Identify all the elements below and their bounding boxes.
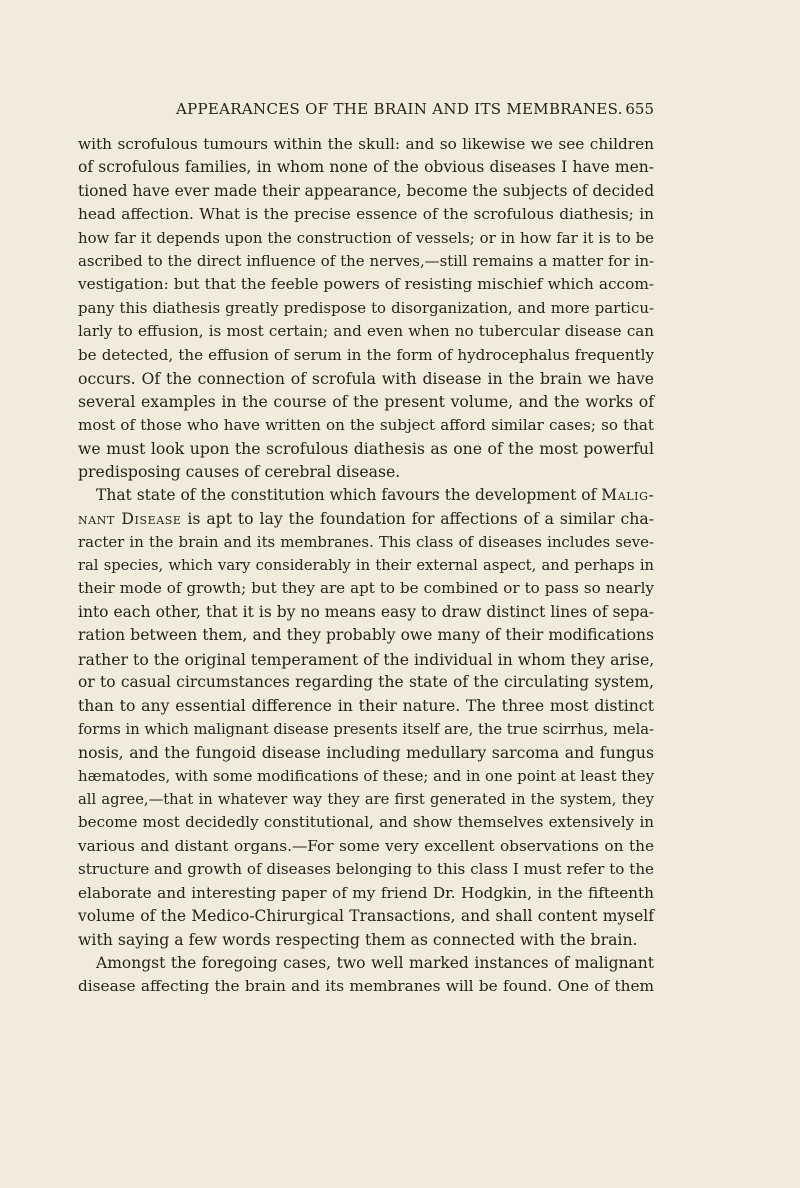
page-header [78,100,654,124]
paragraph-start-line: Amongst the foregoing cases, two well marked instances of malignant [96,953,654,972]
text-line: ration between them, and they probably owe many of their modifications [78,626,654,645]
text-line: disease affecting the brain and its membranes will be found. One of them [78,977,654,996]
text-line: nosis, and the fungoid disease including medullary sarcoma and fungus [78,743,654,763]
text-line: of scrofulous families, in whom none of the obvious diseases I have men- [78,158,654,177]
body-text [78,133,654,998]
text-line: than to any essential difference in their nature. The three most distinct [78,696,654,716]
text-line: we must look upon the scrofulous diathesis as one of the most powerful [78,439,654,459]
text-line: ral species, which vary considerably in their external aspect, and perhaps in [78,557,654,575]
paragraph-end-line: predisposing causes of cerebral disease. [78,462,401,482]
text-line: various and distant organs.—For some very excellent observations on the [78,836,654,855]
text-line: how far it depends upon the construction of vessels; or in how far it is to be [78,228,654,247]
text-line: elaborate and interesting paper of my friend Dr. Hodgkin, in the fifteenth [78,883,654,902]
text-line: vestigation: but that the feeble powers of resisting mischief which accom- [78,275,654,294]
text-line: larly to effusion, is most certain; and even when no tubercular disease can [78,322,654,341]
text-line: several examples in the course of the present volume, and the works of [78,392,654,412]
text-line: into each other, that it is by no means easy to draw distinct lines of sepa- [78,602,654,621]
text-line: or to casual circumstances regarding the state of the circulating system, [78,672,654,691]
text-line: hæmatodes, with some modifications of these; and in one point at least they [78,766,654,785]
text-line: structure and growth of diseases belonging to this class I must refer to the [78,860,654,879]
line-text: is apt to lay the foundation for affections of a similar cha- [181,509,655,529]
text-line: ascribed to the direct influence of the nerves,—still remains a matter for in- [78,251,654,270]
text-line [78,507,654,530]
text-line: rather to the original temperament of the individual in whom they arise, [78,649,655,669]
text-line: with scrofulous tumours within the skull: and so likewise we see children [78,135,654,153]
text-line: head affection. What is the precise essence of the scrofulous diathesis; in [78,205,654,224]
text-line: forms in which malignant disease presents itself are, the true scirrhus, mela- [78,720,654,738]
text-line: be detected, the effusion of serum in the form of hydrocephalus frequently [78,345,654,364]
text-line: occurs. Of the connection of scrofula with disease in the brain we have [78,368,654,388]
text-line: racter in the brain and its membranes. This class of diseases includes seve- [78,532,654,551]
text-line: their mode of growth; but they are apt to be combined or to pass so nearly [78,579,654,598]
text-line: tioned have ever made their appearance, become the subjects of decided [78,181,655,200]
text-line: pany this diathesis greatly predispose to disorganization, and more particu- [78,298,654,317]
text-line: volume of the Medico-Chirurgical Transactions, and shall content myself [78,906,654,925]
paragraph-start-line [78,484,654,507]
line-text: That state of the constitution which favours the development of [96,485,602,504]
page-number: 655 [625,100,654,118]
running-title: APPEARANCES OF THE BRAIN AND ITS MEMBRANES. [176,100,623,118]
text-line: all agree,—that in whatever way they are first generated in the system, they [78,790,654,808]
small-caps-term: nant Disease [78,509,182,529]
paragraph-end-line: with saying a few words respecting them as connected with the brain. [78,930,638,950]
small-caps-term: Malig- [601,485,655,504]
text-line: become most decidedly constitutional, and show themselves extensively in [78,813,654,832]
text-line: most of those who have written on the subject afford similar cases; so that [78,415,654,434]
